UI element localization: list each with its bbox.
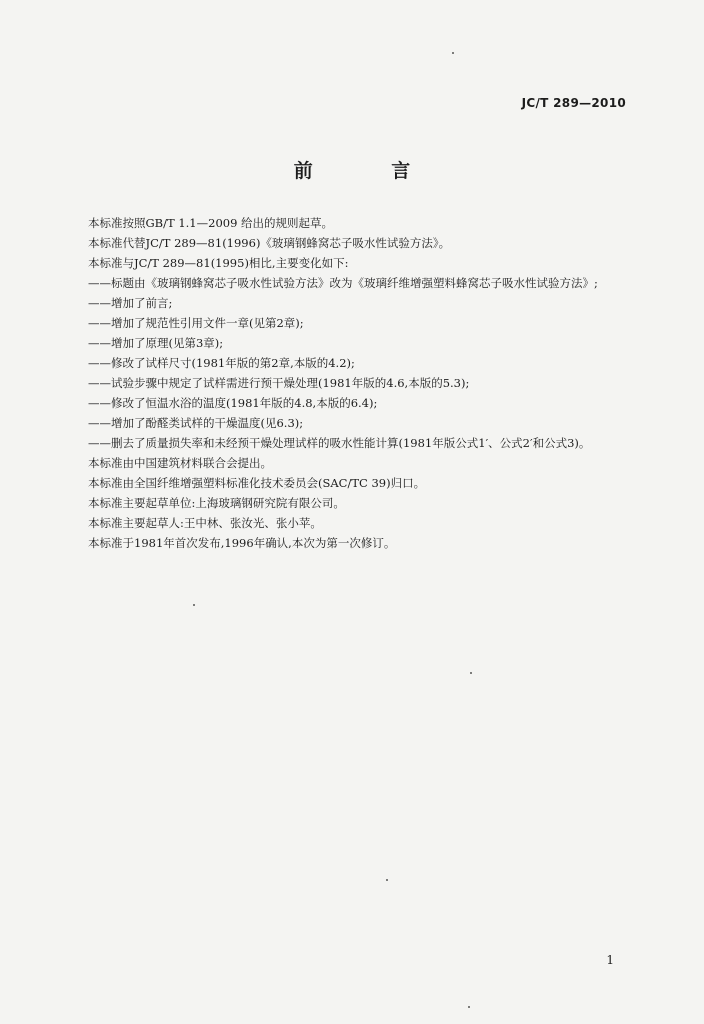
change-item-principle: ——增加了原理(见第3章); bbox=[88, 336, 224, 350]
change-item-deleted-calc: ——删去了质量损失率和未经预干燥处理试样的吸水性能计算(1981年版公式1′、公式2′和公式3)。 bbox=[88, 436, 591, 450]
foreword-body bbox=[60, 213, 636, 553]
change-item-foreword: ——增加了前言; bbox=[88, 296, 173, 310]
page-number: 1 bbox=[606, 953, 614, 967]
scan-speck bbox=[386, 879, 388, 881]
change-item-title: ——标题由《玻璃钢蜂窝芯子吸水性试验方法》改为《玻璃纤维增强塑料蜂窝芯子吸水性试验方法》; bbox=[88, 276, 598, 290]
change-item-water-bath: ——修改了恒温水浴的温度(1981年版的4.8,本版的6.4); bbox=[88, 396, 378, 410]
scan-speck bbox=[452, 52, 454, 54]
change-item-normative-refs: ——增加了规范性引用文件一章(见第2章); bbox=[88, 316, 304, 330]
paragraph-history: 本标准于1981年首次发布,1996年确认,本次为第一次修订。 bbox=[88, 536, 396, 550]
paragraph-drafters: 本标准主要起草人:王中林、张汝光、张小苹。 bbox=[88, 516, 322, 530]
change-item-predrying: ——试验步骤中规定了试样需进行预干燥处理(1981年版的4.6,本版的5.3); bbox=[88, 376, 470, 390]
scan-speck bbox=[193, 604, 195, 606]
paragraph-drafting-rules: 本标准按照GB/T 1.1—2009 给出的规则起草。 bbox=[88, 216, 334, 230]
paragraph-changes-intro: 本标准与JC/T 289—81(1995)相比,主要变化如下: bbox=[88, 256, 349, 270]
paragraph-proposed-by: 本标准由中国建筑材料联合会提出。 bbox=[88, 456, 272, 470]
scan-speck bbox=[470, 672, 472, 674]
change-item-phenolic-drying: ——增加了酚醛类试样的干燥温度(见6.3); bbox=[88, 416, 304, 430]
page-title: 前 言 bbox=[293, 160, 447, 182]
change-item-specimen-size: ——修改了试样尺寸(1981年版的第2章,本版的4.2); bbox=[88, 356, 355, 370]
scan-speck bbox=[468, 1006, 470, 1008]
paragraph-under-jurisdiction: 本标准由全国纤维增强塑料标准化技术委员会(SAC/TC 39)归口。 bbox=[88, 476, 426, 490]
paragraph-drafting-org: 本标准主要起草单位:上海玻璃钢研究院有限公司。 bbox=[88, 496, 345, 510]
standard-code-header: JC/T 289—2010 bbox=[521, 96, 626, 110]
paragraph-replaces: 本标准代替JC/T 289—81(1996)《玻璃钢蜂窝芯子吸水性试验方法》。 bbox=[88, 236, 451, 250]
